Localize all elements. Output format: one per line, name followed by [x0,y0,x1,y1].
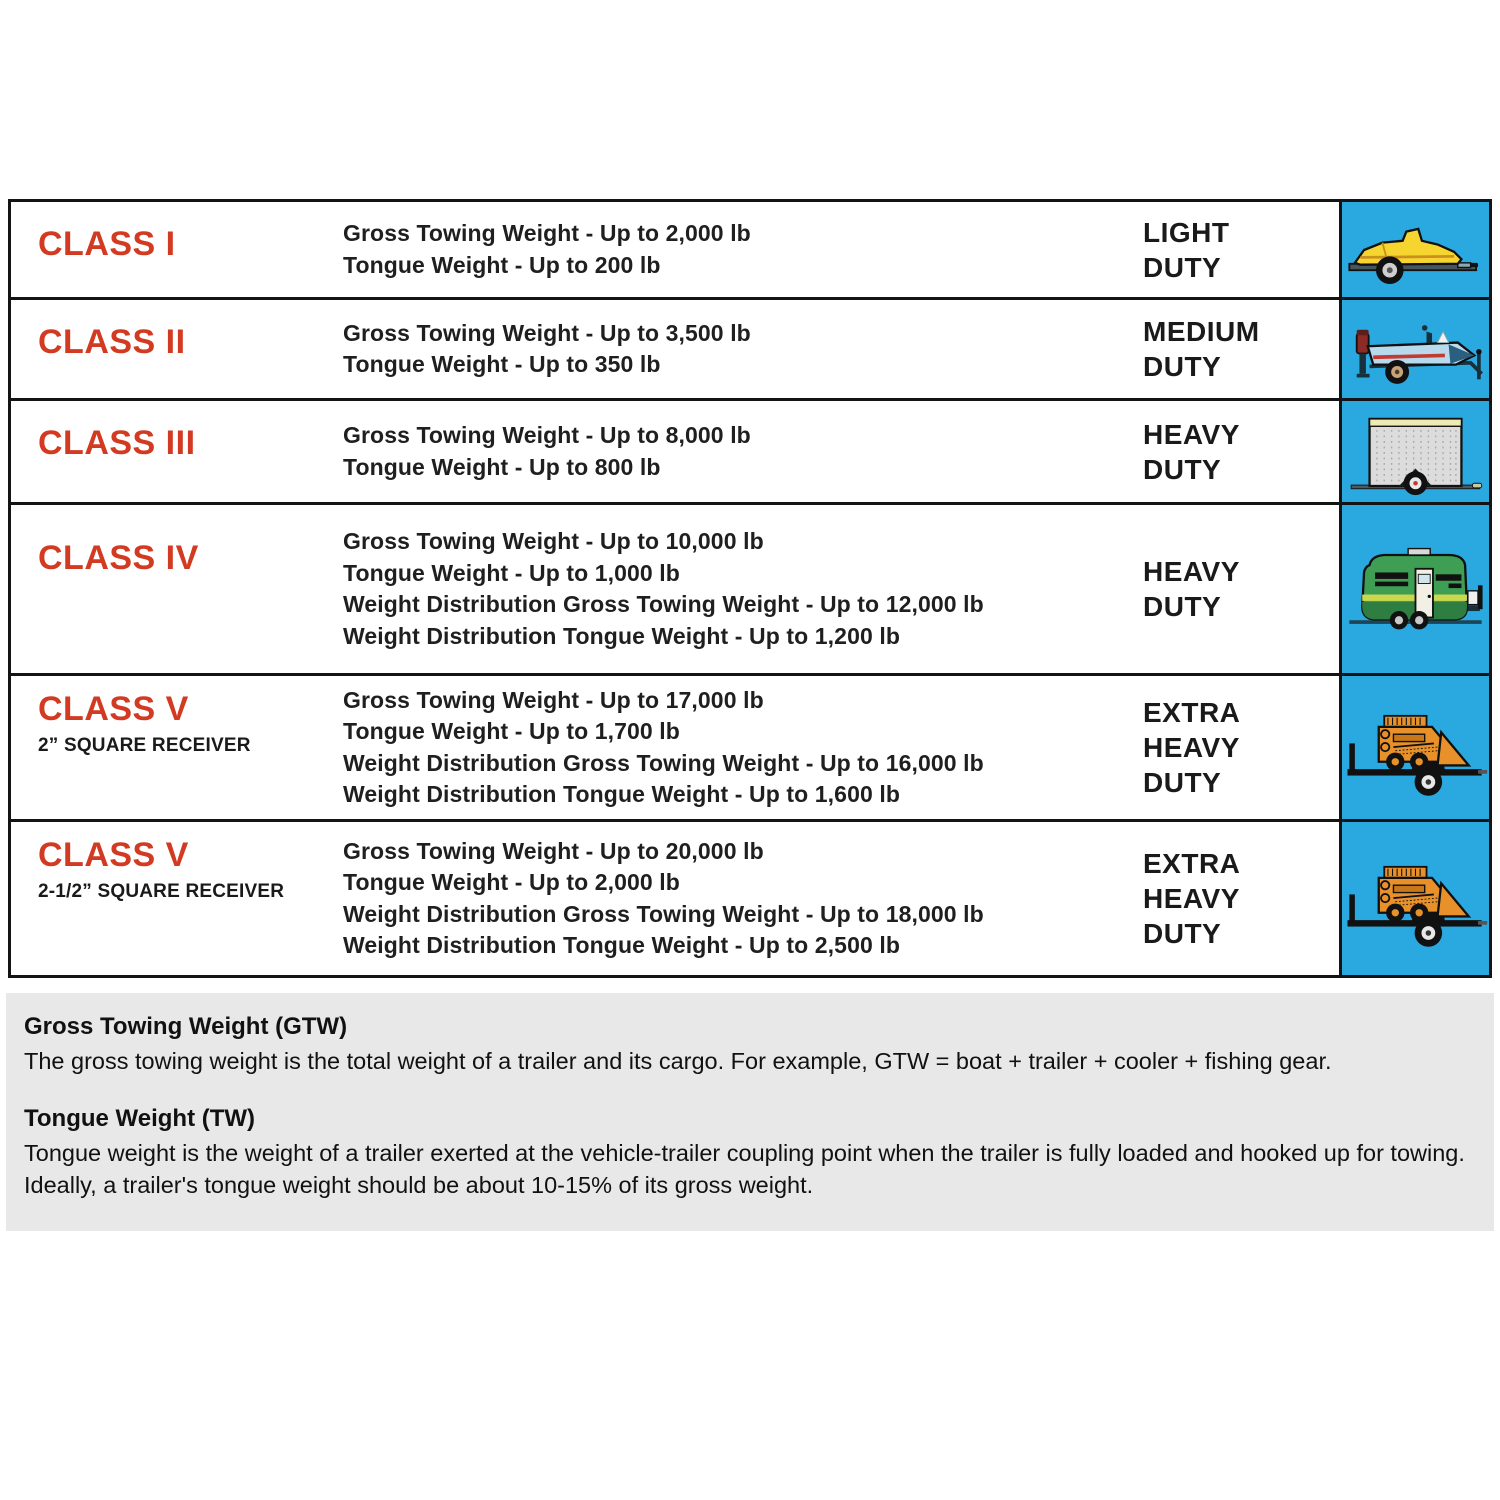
class-4-label: CLASS IV [38,539,199,577]
icon-cell [1339,401,1489,502]
definitions-panel [6,993,1494,1231]
spec-line: Gross Towing Weight - Up to 17,000 lb [343,686,764,713]
duty-label: DUTY [1143,453,1222,485]
spec-line: Gross Towing Weight - Up to 8,000 lb [343,422,751,448]
spec-line: Weight Distribution Gross Towing Weight - Up to 16,000 lb [343,749,984,776]
spec-line: Tongue Weight - Up to 200 lb [343,251,661,278]
table-row-class-5b [11,819,1489,975]
class-2-label: CLASS II [38,323,186,361]
spec-line: Gross Towing Weight - Up to 3,500 lb [343,319,751,346]
table-row-class-3 [11,398,1489,502]
gtw-term: Gross Towing Weight (GTW) [24,1013,348,1040]
class-3-label: CLASS III [38,424,196,462]
spec-line: Tongue Weight - Up to 800 lb [343,453,661,480]
spec-line: Tongue Weight - Up to 350 lb [343,351,661,377]
boat-trailer-icon [1342,301,1489,397]
spec-line: Weight Distribution Tongue Weight - Up to 2,500 lb [343,932,900,958]
duty-label: HEAVY [1143,418,1240,450]
duty-label: DUTY [1143,351,1222,382]
duty-label: EXTRA [1143,848,1241,879]
class-5a-label: CLASS V [38,690,189,728]
table-row-class-2 [11,297,1489,398]
table-row-class-4 [11,502,1489,673]
skid-steer-trailer-icon [1342,840,1489,958]
skid-steer-trailer-icon [1342,689,1489,807]
duty-label: HEAVY [1143,556,1240,587]
duty-label: MEDIUM [1143,316,1260,347]
duty-label: DUTY [1143,251,1222,283]
icon-cell [1339,202,1489,297]
icon-cell [1339,822,1489,975]
tw-definition: Tongue weight is the weight of a trailer exerted at the vehicle-trailer coupling point when the trailer is fully loaded and hooked up for towing. Ideally, a trailer's tongue weight should be about 10-15% of its gross weight. [24,1140,1465,1198]
spec-line: Gross Towing Weight - Up to 2,000 lb [343,220,751,246]
icon-cell [1339,676,1489,819]
camper-trailer-icon [1342,529,1489,649]
jet-ski-trailer-icon [1342,204,1489,296]
spec-line: Weight Distribution Tongue Weight - Up to 1,600 lb [343,781,900,807]
tw-term: Tongue Weight (TW) [24,1105,256,1132]
gtw-definition: The gross towing weight is the total weight of a trailer and its cargo. For example, GTW = boat + trailer + cooler + fishing gear. [24,1048,1332,1074]
duty-label: HEAVY [1143,883,1240,914]
towing-class-table [8,199,1492,978]
icon-cell [1339,505,1489,673]
spec-line: Gross Towing Weight - Up to 20,000 lb [343,837,764,864]
class-5b-subtitle: 2-1/2” SQUARE RECEIVER [38,881,285,902]
duty-label: DUTY [1143,591,1222,622]
icon-cell [1339,300,1489,398]
cargo-trailer-icon [1342,403,1489,501]
class-1-label: CLASS I [38,225,176,263]
duty-label: DUTY [1143,918,1222,949]
table-row-class-5a [11,673,1489,819]
table-row-class-1 [11,202,1489,297]
duty-label: LIGHT [1143,216,1230,248]
spec-line: Tongue Weight - Up to 1,700 lb [343,718,680,744]
duty-label: HEAVY [1143,732,1240,763]
duty-label: DUTY [1143,767,1222,798]
spec-line: Tongue Weight - Up to 1,000 lb [343,559,680,586]
spec-line: Weight Distribution Gross Towing Weight - Up to 18,000 lb [343,900,984,927]
class-5a-subtitle: 2” SQUARE RECEIVER [38,735,251,756]
spec-line: Tongue Weight - Up to 2,000 lb [343,869,680,895]
spec-line: Gross Towing Weight - Up to 10,000 lb [343,528,764,554]
duty-label: EXTRA [1143,697,1241,728]
spec-line: Weight Distribution Gross Towing Weight - Up to 12,000 lb [343,591,984,617]
class-5b-label: CLASS V [38,836,189,874]
spec-line: Weight Distribution Tongue Weight - Up to 1,200 lb [343,622,900,649]
